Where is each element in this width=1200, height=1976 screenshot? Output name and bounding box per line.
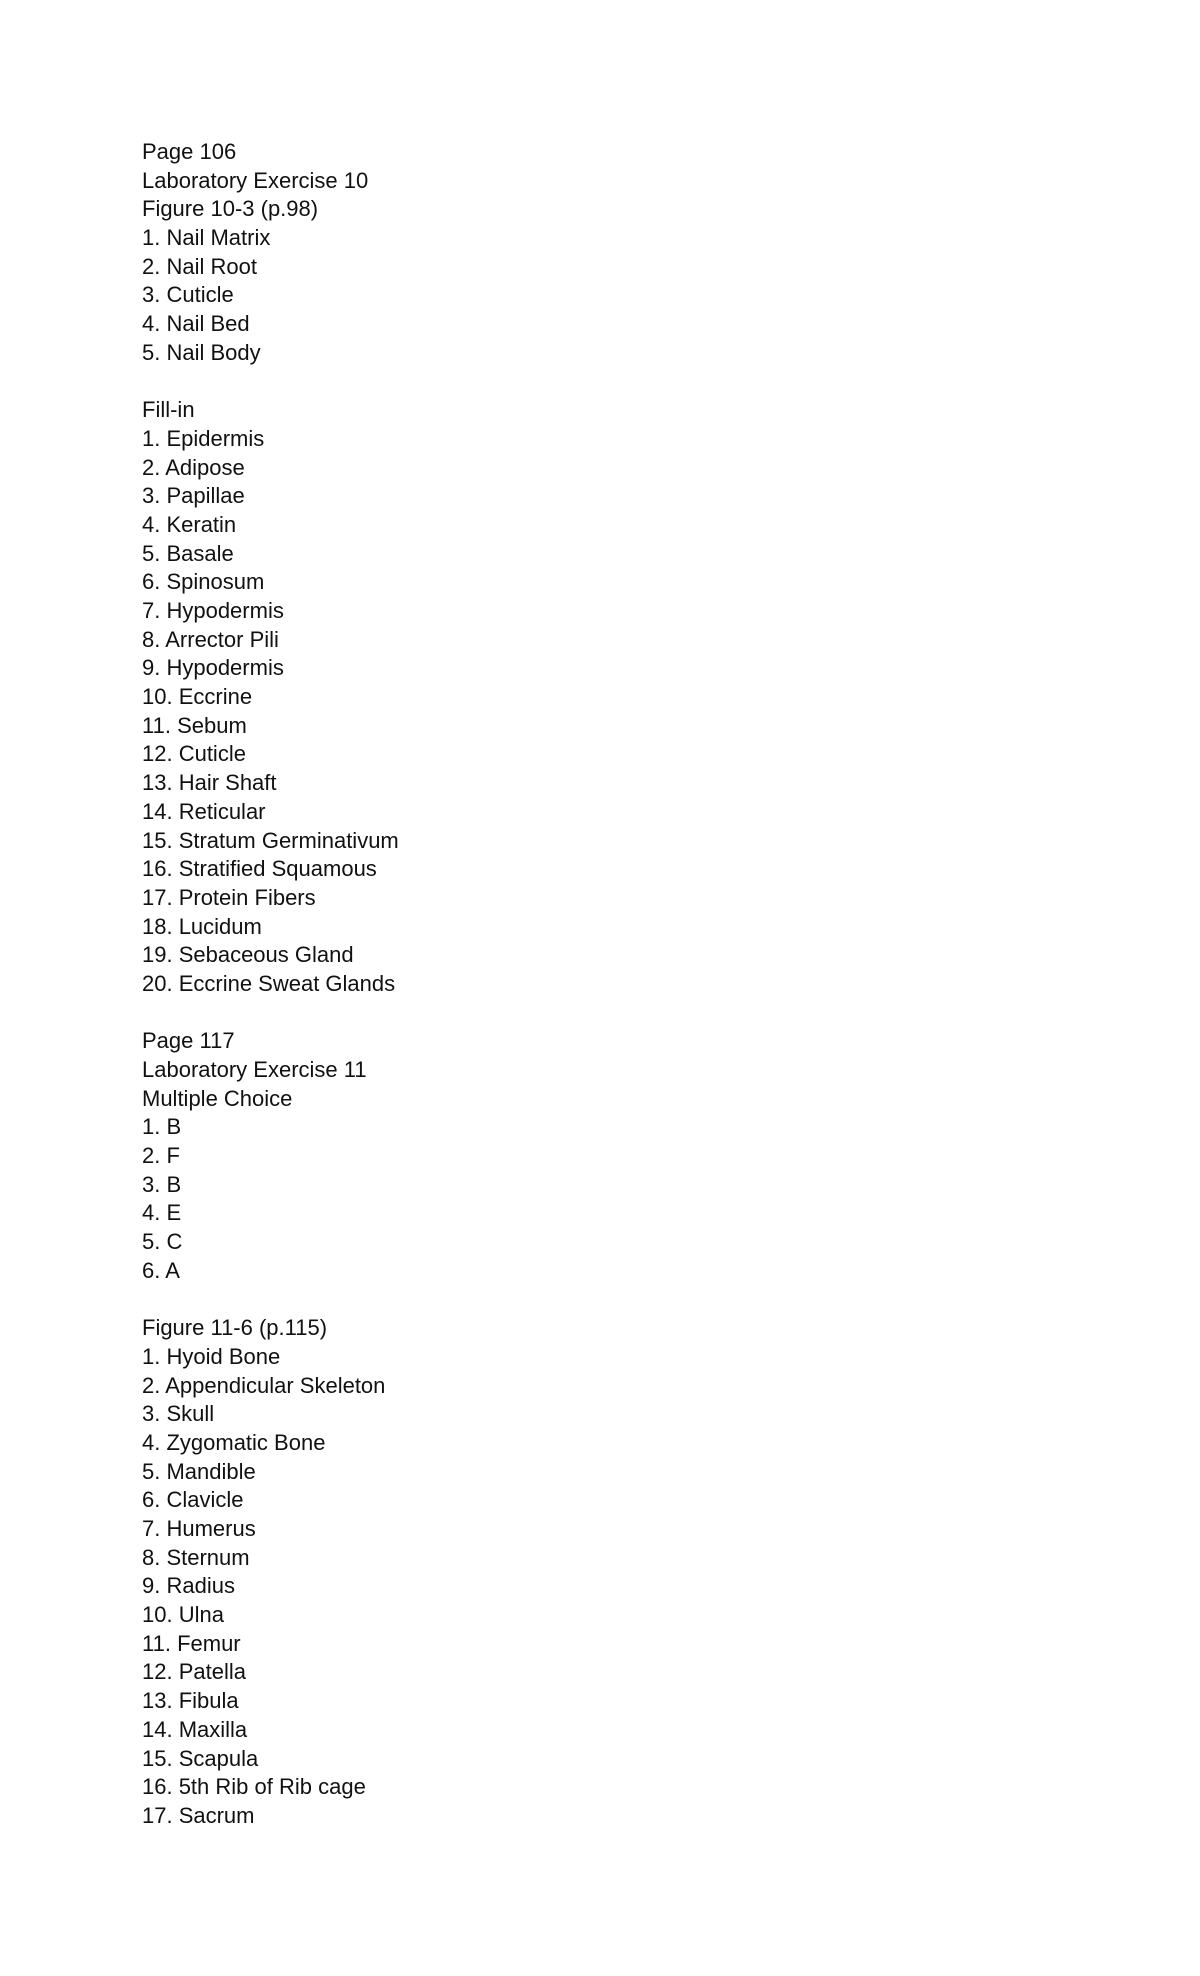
text-line: 10. Eccrine [142,684,253,710]
text-line: 5. Basale [142,540,234,566]
text-line: 18. Lucidum [142,913,262,939]
text-line: Figure 10-3 (p.98) [142,196,319,222]
text-line: 17. Sacrum [142,1802,255,1828]
text-line: 14. Maxilla [142,1716,248,1742]
text-line: Fill-in [142,397,195,423]
text-line: 1. Epidermis [142,425,265,451]
text-line: 1. Hyoid Bone [142,1343,281,1369]
blank-line [142,368,1042,397]
text-line: 16. Stratified Squamous [142,856,377,882]
text-line: 6. Clavicle [142,1487,244,1513]
text-line: 6. A [142,1257,180,1283]
text-line: 14. Reticular [142,798,266,824]
text-line: 9. Radius [142,1573,235,1599]
text-line: 13. Hair Shaft [142,770,277,796]
text-line: 11. Femur [142,1630,241,1656]
text-line: 13. Fibula [142,1688,239,1714]
text-line: 6. Spinosum [142,569,265,595]
text-line: 4. Keratin [142,511,237,537]
text-line: 9. Hypodermis [142,655,284,681]
text-line: 2. F [142,1143,180,1169]
text-line: 12. Cuticle [142,741,246,767]
text-line: Multiple Choice [142,1085,293,1111]
text-line: 3. B [142,1171,182,1197]
text-line: 5. Nail Body [142,339,261,365]
text-line: 4. Nail Bed [142,311,250,337]
text-line: 12. Patella [142,1659,246,1685]
blank-line [142,1286,1042,1315]
text-line: 3. Cuticle [142,282,234,308]
document-lines [142,138,1042,1831]
document-page [142,138,1042,1831]
text-line: 5. Mandible [142,1458,256,1484]
text-line: 15. Stratum Germinativum [142,827,399,853]
text-line: 15. Scapula [142,1745,259,1771]
text-line: Page 106 [142,139,237,164]
text-line: 3. Papillae [142,483,245,509]
text-line: 20. Eccrine Sweat Glands [142,970,396,996]
text-line: 17. Protein Fibers [142,884,316,910]
text-line: 7. Humerus [142,1516,256,1541]
text-line: 2. Adipose [142,454,245,480]
text-line: 8. Sternum [142,1544,250,1570]
text-line: 4. Zygomatic Bone [142,1429,326,1455]
text-line: 1. Nail Matrix [142,225,271,251]
text-line: 19. Sebaceous Gland [142,942,354,968]
text-line: 1. B [142,1114,182,1140]
text-line: Page 117 [142,1028,235,1054]
text-line: 2. Appendicular Skeleton [142,1372,386,1398]
text-line: 10. Ulna [142,1602,224,1628]
text-line: 3. Skull [142,1401,215,1427]
text-line: 5. C [142,1229,183,1255]
text-line: 2. Nail Root [142,253,257,279]
text-line: 16. 5th Rib of Rib cage [142,1774,366,1800]
text-line: 4. E [142,1200,182,1226]
text-line: Laboratory Exercise 10 [142,167,369,193]
text-line: Laboratory Exercise 11 [142,1057,367,1082]
blank-line [142,999,1042,1028]
text-line: Figure 11-6 (p.115) [142,1315,328,1341]
text-line: 7. Hypodermis [142,598,284,623]
text-line: 8. Arrector Pili [142,626,279,652]
text-line: 11. Sebum [142,712,247,738]
